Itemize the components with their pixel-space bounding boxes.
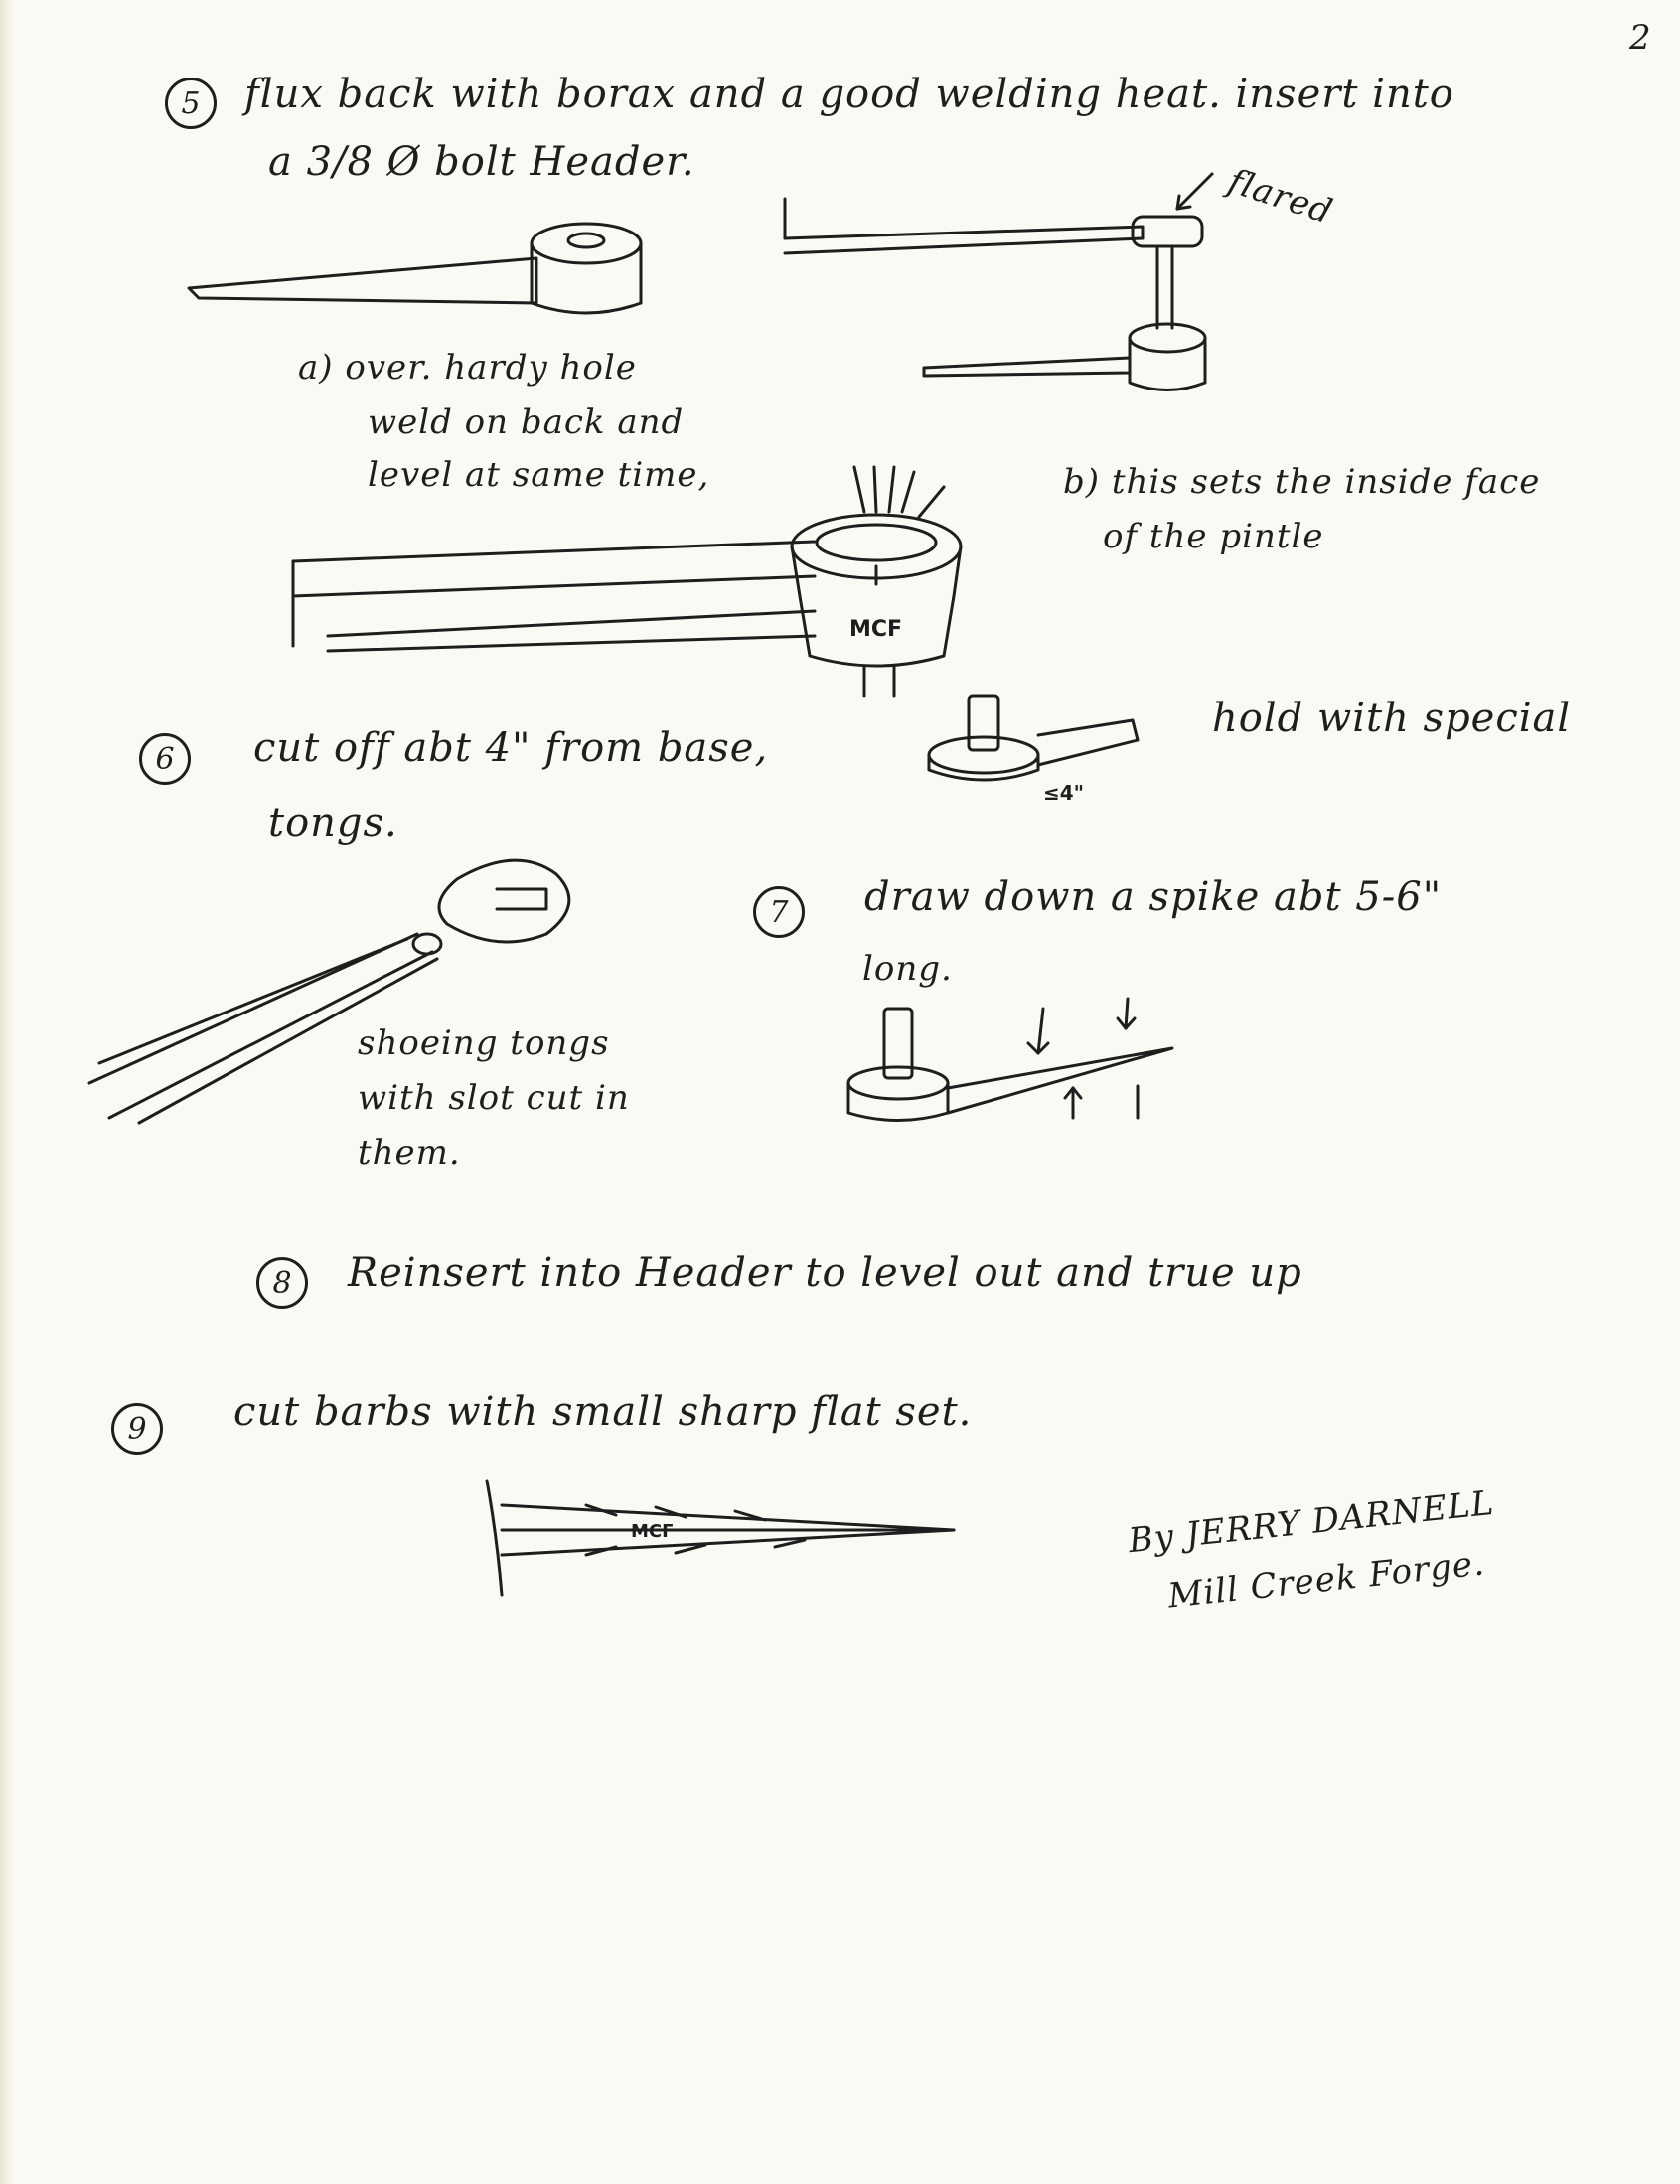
step-6-line-1: cut off abt 4" from base,: [253, 725, 769, 771]
step-9-number: 9: [111, 1403, 163, 1455]
note-a-line-3: level at same time,: [368, 455, 710, 495]
step-8-number: 8: [256, 1257, 308, 1309]
step-6-line-1-right: hold with special: [1212, 696, 1572, 741]
stamp-mcf-spike: MCF: [631, 1521, 675, 1542]
note-flared: flared: [1223, 161, 1338, 233]
step-5-line-1: flux back with borax and a good welding heat. insert into: [244, 72, 1454, 117]
step-5-number: 5: [165, 78, 217, 129]
tongs-note-1: shoeing tongs: [358, 1023, 610, 1063]
note-b-line-2: of the pintle: [1103, 517, 1324, 556]
step-6-line-2: tongs.: [268, 800, 398, 846]
sketch-bar-with-collar: [179, 209, 646, 318]
dimension-label: ≤4": [1043, 781, 1085, 805]
sketch-cut-piece: [929, 691, 1167, 820]
tongs-note-2: with slot cut in: [358, 1078, 630, 1118]
signature-line-2: Mill Creek Forge.: [1165, 1543, 1487, 1617]
paper-edge: [0, 0, 14, 2184]
sketch-header-large: [258, 467, 974, 705]
step-7-line-1: draw down a spike abt 5-6": [864, 874, 1443, 920]
signature-line-1: By JERRY DARNELL: [1126, 1482, 1497, 1562]
sketch-barbed-spike: [477, 1476, 964, 1605]
step-9-line-1: cut barbs with small sharp flat set.: [233, 1389, 973, 1435]
stamp-mcf-header: MCF: [849, 617, 903, 642]
note-a-line-1: a) over. hardy hole: [298, 348, 637, 388]
sketch-spike: [844, 989, 1182, 1138]
step-7-line-2: long.: [862, 949, 953, 989]
step-7-number: 7: [753, 886, 805, 938]
note-a-line-2: weld on back and: [368, 402, 685, 442]
step-8-line-1: Reinsert into Header to level out and true up: [348, 1250, 1302, 1296]
page-number: 2: [1629, 18, 1652, 58]
step-5-line-2: a 3/8 Ø bolt Header.: [268, 139, 695, 185]
step-6-number: 6: [139, 733, 191, 785]
note-b-line-1: b) this sets the inside face: [1063, 462, 1541, 502]
sketch-flared-bar-in-header: [775, 199, 1222, 427]
tongs-note-3: them.: [358, 1133, 461, 1172]
flared-arrow: [1172, 169, 1232, 219]
